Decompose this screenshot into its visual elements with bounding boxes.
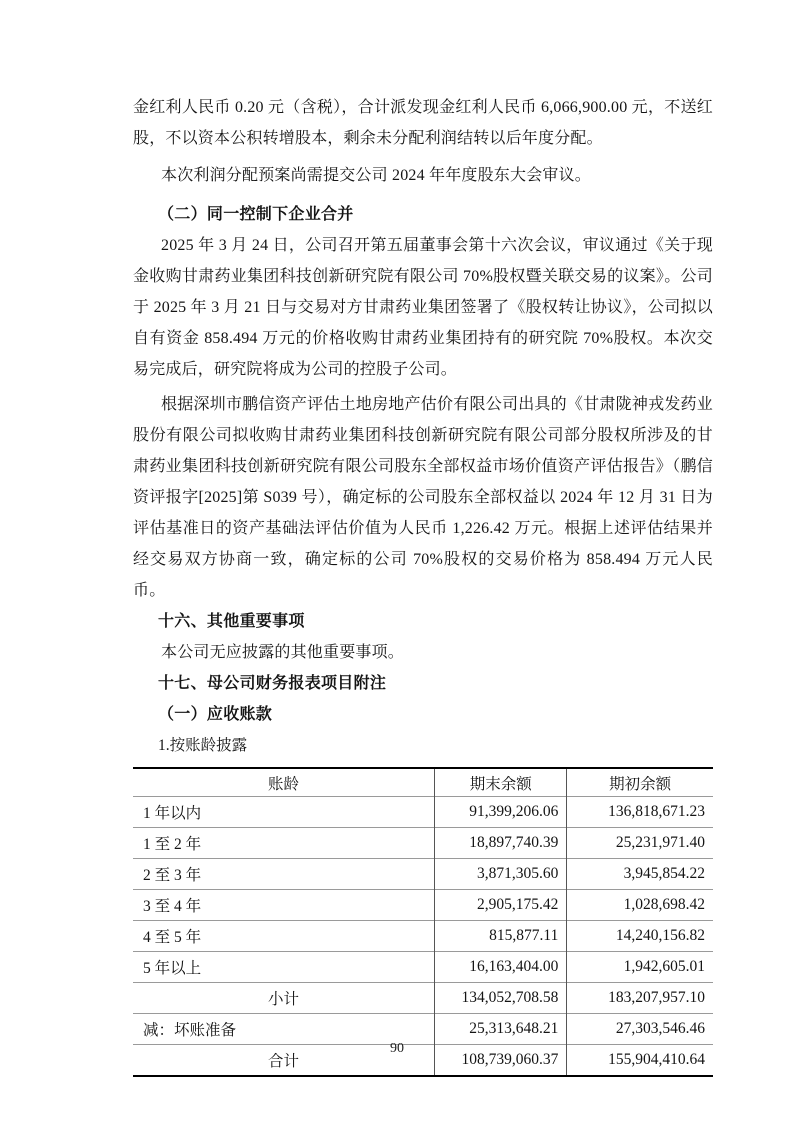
cell-ending-balance: 108,739,060.37 [435,1045,567,1077]
cell-ending-balance: 3,871,305.60 [435,859,567,890]
cell-total-label: 合计 [268,1053,300,1070]
cell-beginning-balance: 14,240,156.82 [567,921,713,952]
cell-beginning-balance: 3,945,854.22 [567,859,713,890]
page-number: 90 [390,1041,404,1056]
cell-beginning-balance: 155,904,410.64 [567,1045,713,1077]
table-row [133,828,713,859]
cell-beginning-balance: 183,207,957.10 [567,983,713,1014]
cell-beginning-balance: 136,818,671.23 [567,797,713,828]
section-heading-parent-company-notes: 十七、母公司财务报表项目附注 [158,675,387,692]
table-row [133,952,713,983]
table-row [133,797,713,828]
aging-disclosure-label: 1.按账龄披露 [158,737,248,754]
cell-ending-balance: 815,877.11 [435,921,567,952]
cell-subtotal-label: 小计 [268,991,300,1008]
cell-aging-label: 2 至 3 年 [143,867,202,884]
section-heading-accounts-receivable: （一）应收账款 [158,706,273,723]
cell-ending-balance: 134,052,708.58 [435,983,567,1014]
cell-aging-label: 5 年以上 [143,960,202,977]
table-row [133,890,713,921]
paragraph-profit-plan-review: 本次利润分配预案尚需提交公司 2024 年年度股东大会审议。 [161,167,592,184]
cell-ending-balance: 91,399,206.06 [435,797,567,828]
section-heading-same-control-merger: （二）同一控制下企业合并 [158,206,354,223]
table-header-row [133,768,713,797]
table-row-subtotal [133,983,713,1014]
cell-beginning-balance: 1,942,605.01 [567,952,713,983]
cell-ending-balance: 2,905,175.42 [435,890,567,921]
cell-beginning-balance: 1,028,698.42 [567,890,713,921]
paragraph-merger-resolution: 2025 年 3 月 24 日，公司召开第五届董事会第十六次会议，审议通过《关于现金收购甘肃药业集团科技创新研究院有限公司 70%股权暨关联交易的议案》。公司于 2025 年 3 月 21 日与交易对方甘肃药业集团签署了《股权转让协议》，公司拟以自有资金 858.494 万元的价格收购甘肃药业集团持有的研究院 70%股权。本次交易完成后，研究院将成为公司的控股子公司。 [133,237,713,378]
cell-ending-balance: 25,313,648.21 [435,1014,567,1045]
cell-aging-label: 3 至 4 年 [143,898,202,915]
paragraph-merger-valuation: 根据深圳市鹏信资产评估土地房地产估价有限公司出具的《甘肃陇神戎发药业股份有限公司拟收购甘肃药业集团科技创新研究院有限公司部分股权所涉及的甘肃药业集团科技创新研究院有限公司股东全部权益市场价值资产评估报告》（鹏信资评报字[2025]第 S039 号），确定标的公司股东全部权益以 2024 年 12 月 31 日为评估基准日的资产基础法评估价值为人民币 1,226.42 万元。根据上述评估结果并经交易双方协商一致，确定标的公司 70%股权的交易价格为 858.494 万元人民币。 [133,396,713,599]
cell-aging-label: 1 至 2 年 [143,836,202,853]
cell-aging-label: 1 年以内 [143,805,202,822]
table-row [133,921,713,952]
paragraph-other-matters: 本公司无应披露的其他重要事项。 [161,644,405,661]
section-heading-other-matters: 十六、其他重要事项 [158,613,305,630]
cell-beginning-balance: 25,231,971.40 [567,828,713,859]
cell-aging-label: 4 至 5 年 [143,929,202,946]
cell-bad-debt-label: 减：坏账准备 [143,1022,237,1039]
cell-beginning-balance: 27,303,546.46 [567,1014,713,1045]
cell-ending-balance: 16,163,404.00 [435,952,567,983]
column-header-aging: 账龄 [268,775,300,793]
aging-table [133,767,713,1077]
page-content [133,92,713,1077]
paragraph-dividend-continuation: 金红利人民币 0.20 元（含税），合计派发现金红利人民币 6,066,900.00 元，不送红股，不以资本公积转增股本，剩余未分配利润结转以后年度分配。 [133,99,713,147]
table-row [133,859,713,890]
cell-ending-balance: 18,897,740.39 [435,828,567,859]
column-header-ending-balance: 期末余额 [435,768,567,797]
column-header-beginning-balance: 期初余额 [567,768,713,797]
